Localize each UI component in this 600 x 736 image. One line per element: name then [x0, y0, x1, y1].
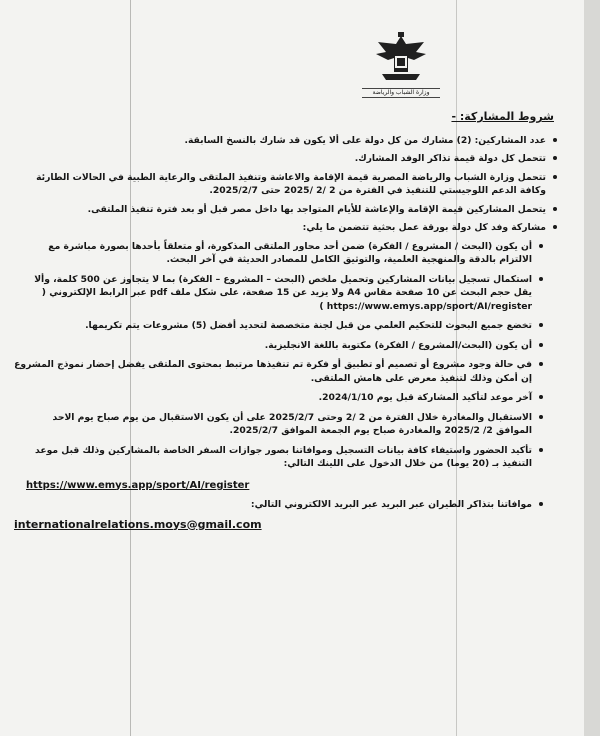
ticket-list [14, 498, 546, 512]
list-item: الاستقبال والمغادرة خلال الفترة من 2 /2 وحتى 2025/2/7 على أن يكون الاستقبال من يوم صباح يوم الاحد الموافق 2/ 2025/2 والمغادرة صباح يوم الجمعة الموافق 2025/2/7. [14, 411, 546, 438]
list-item: آخر موعد لتأكيد المشاركة قبل يوم 2024/1/10. [14, 391, 546, 405]
list-item: تتحمل وزارة الشباب والرياضة المصرية قيمة الإقامة والاعاشة وتنفيذ الملتقى والرعاية الطبية في الحالات الطارئة وكافة الدعم اللوجيستي للتنفيذ في الفترة من 2 /2 /2025 حتى 2025/2/7. [14, 171, 560, 198]
list-item: استكمال تسجيل بيانات المشاركين وتحميل ملخص (البحث – المشروع – الفكرة) بما لا يتجاوز عن 500 كلمة، وألا يقل حجم البحث عن 10 صفحة مقاس A4 ولا يزيد عن 15 صفحة، على شكل ملف pdf عبر الرابط الإلكتروني ( https://www.emys.app/sport/AI/register ) [14, 273, 546, 314]
register-link[interactable]: https://www.emys.app/sport/AI/register [26, 479, 250, 491]
list-item: مشاركة وفد كل دولة بورقة عمل بحثية تتضمن ما يلي: [14, 221, 560, 235]
ministry-caption: وزارة الشباب والرياضة [362, 88, 440, 98]
page-edge-shadow [584, 0, 600, 736]
list-item: في حالة وجود مشروع أو تصميم أو تطبيق أو فكرة تم تنفيذها مرتبط بمحتوى الملتقى يفضل إحضار نموذج المشروع إن أمكن وذلك لتنفيذ معرض على هامش الملتقى. [14, 358, 546, 385]
list-item: عدد المشاركين: (2) مشارك من كل دولة على ألا يكون قد شارك بالنسخ السابقة. [14, 134, 560, 148]
requirements-list [14, 240, 546, 471]
list-item: موافاتنا بتذاكر الطيران عبر البريد عبر البريد الالكتروني التالي: [14, 498, 546, 512]
list-item: تأكيد الحضور واستيفاء كافة بيانات التسجيل وموافاتنا بصور جوازات السفر الخاصة بالمشاركين وذلك قبل موعد التنفيذ بـ (20 يوما) من خلال الدخول على اللينك التالي: [14, 444, 546, 471]
list-item: تخضع جميع البحوث للتحكيم العلمي من قبل لجنة متخصصة لتحديد أفضل (5) مشروعات يتم تكريمها. [14, 319, 546, 333]
eagle-emblem-icon [368, 30, 434, 84]
list-item: يتحمل المشاركين قيمة الإقامة والإعاشة للأيام المتواجد بها داخل مصر قبل أو بعد فترة تنفيذ الملتقى. [14, 203, 560, 217]
page-title: شروط المشاركة: - [451, 110, 554, 123]
list-item: أن يكون (البحث / المشروع / الفكرة) ضمن أحد محاور الملتقى المذكورة، أو متعلقاً بأحدها بصورة مباشرة مع الالتزام بالدقة والمنهجية العلمية، والتوثيق الكامل للمصادر الحديثة في آخر البحث. [14, 240, 546, 267]
conditions-list [14, 134, 560, 235]
document-body [14, 110, 560, 531]
list-item: أن يكون (البحث/المشروع / الفكرة) مكتوبة باللغة الانجليزية. [14, 339, 546, 353]
email-link[interactable]: internationalrelations.moys@gmail.com [14, 517, 262, 531]
list-item: تتحمل كل دولة قيمة تذاكر الوفد المشارك. [14, 152, 560, 166]
